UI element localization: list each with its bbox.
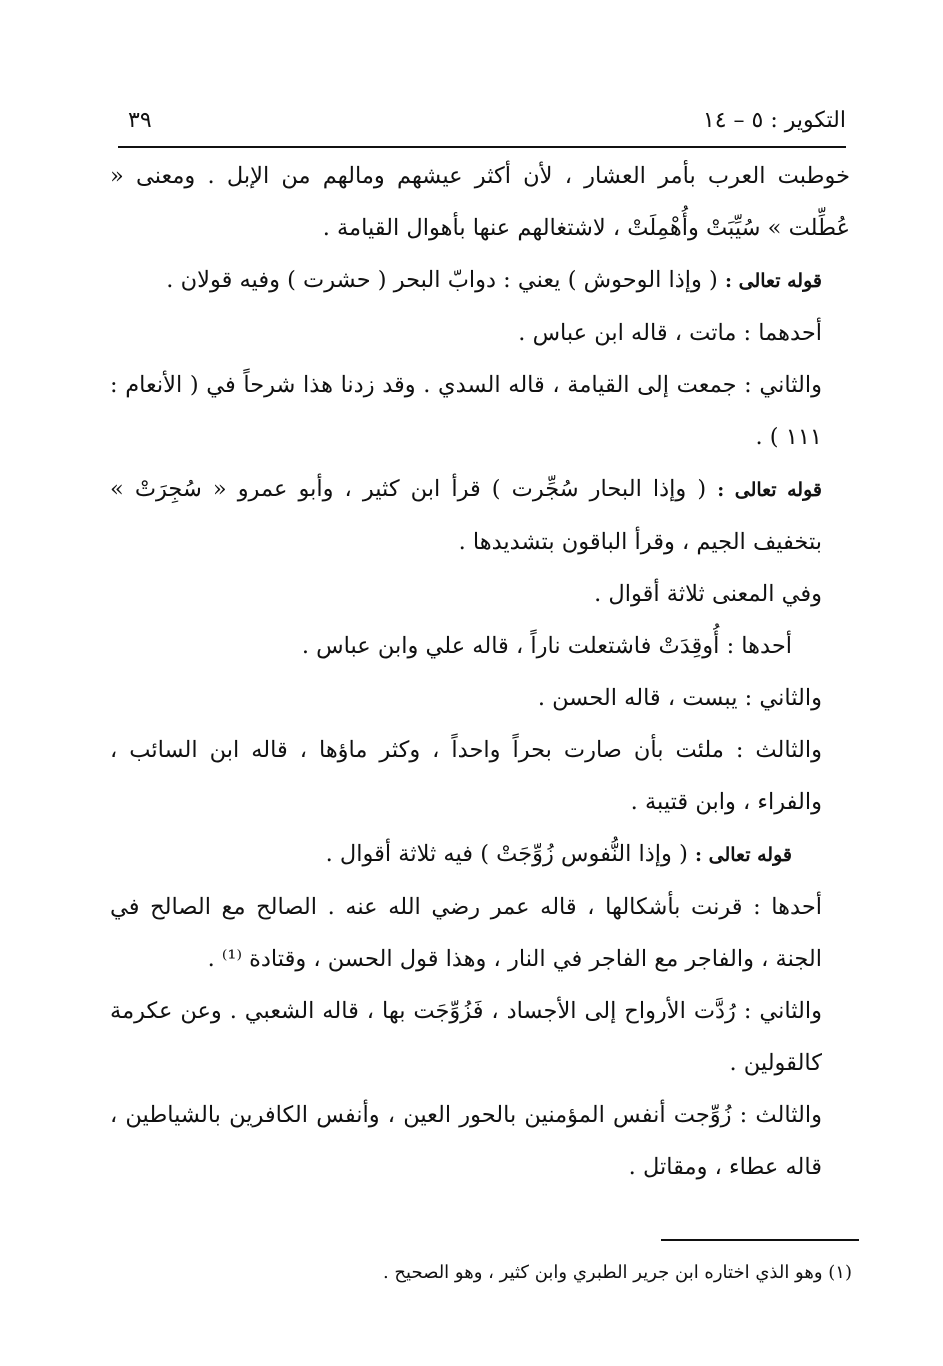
paragraph-text: أحدها : قرنت بأشكالها ، قاله عمر رضي الله عنه . الصالح مع الصالح في الجنة ، والفاجر مع الفاجر في النار ، وهذا قول الحسن ، وقتادة ⁽¹⁾ . — [110, 894, 822, 972]
paragraph — [110, 307, 850, 359]
paragraph — [110, 359, 850, 463]
paragraph-text: أحدهما : ماتت ، قاله ابن عباس . — [518, 320, 822, 346]
paragraph-text: والثالث : زُوِّجت أنفس المؤمنين بالحور العين ، وأنفس الكافرين بالشياطين ، قاله عطاء ، ومقاتل . — [110, 1102, 822, 1180]
paragraph-text: والثاني : يبست ، قاله الحسن . — [537, 685, 822, 711]
page-header — [118, 104, 846, 144]
paragraph-text: والثاني : جمعت إلى القيامة ، قاله السدي . وقد زدنا هذا شرحاً في ( الأنعام : ١١١ ) . — [110, 372, 822, 450]
running-title: التكوير : ٥ – ١٤ — [702, 108, 846, 133]
body-text — [110, 150, 850, 1193]
footnote: (١) وهو الذي اختاره ابن جرير الطبري وابن كثير ، وهو الصحيح . — [382, 1262, 852, 1283]
paragraph — [110, 568, 850, 620]
paragraph-text: ( وإذا البحار سُجِّرت ) قرأ ابن كثير ، وأبو عمرو « سُجِرَتْ » بتخفيف الجيم ، وقرأ الباقون بتشديدها . — [110, 476, 822, 555]
paragraph — [110, 828, 850, 881]
paragraph-text: والثالث : ملئت بأن صارت بحراً واحداً ، وكثر ماؤها ، قاله ابن السائب ، والفراء ، وابن قتيبة . — [110, 737, 822, 815]
paragraph-text: ( وإذا الوحوش ) يعني : دوابّ البحر ( حشرت ) وفيه قولان . — [166, 267, 725, 293]
paragraph-lead: قوله تعالى : — [695, 844, 792, 866]
paragraph — [110, 672, 850, 724]
paragraph — [110, 724, 850, 828]
paragraph-text: والثاني : رُدَّت الأرواح إلى الأجساد ، فَزُوِّجَت بها ، قاله الشعبي . وعن عكرمة كالقولين . — [110, 998, 822, 1076]
paragraph — [110, 150, 850, 254]
paragraph-lead: قوله تعالى : — [725, 270, 822, 292]
paragraph-text: وفي المعنى ثلاثة أقوال . — [594, 581, 822, 607]
paragraph — [110, 1089, 850, 1193]
paragraph-lead: قوله تعالى : — [717, 479, 822, 501]
paragraph — [110, 985, 850, 1089]
paragraph-text: أحدها : أُوقِدَتْ فاشتعلت ناراً ، قاله علي وابن عباس . — [301, 633, 792, 659]
paragraph-text: ( وإذا النُّفوس زُوِّجَتْ ) فيه ثلاثة أقوال . — [325, 841, 695, 867]
page-number: ٣٩ — [128, 108, 152, 133]
paragraph-text: خوطبت العرب بأمر العشار ، لأن أكثر عيشهم ومالهم من الإبل . ومعنى « عُطِّلت » سُيِّبَتْ وأُهْمِلَتْ ، لاشتغالهم عنها بأهوال القيامة . — [110, 163, 850, 241]
header-rule — [118, 146, 846, 148]
paragraph — [110, 463, 850, 568]
paragraph — [110, 881, 850, 985]
paragraph — [110, 254, 850, 307]
footnote-rule — [661, 1239, 859, 1241]
paragraph — [110, 620, 850, 672]
